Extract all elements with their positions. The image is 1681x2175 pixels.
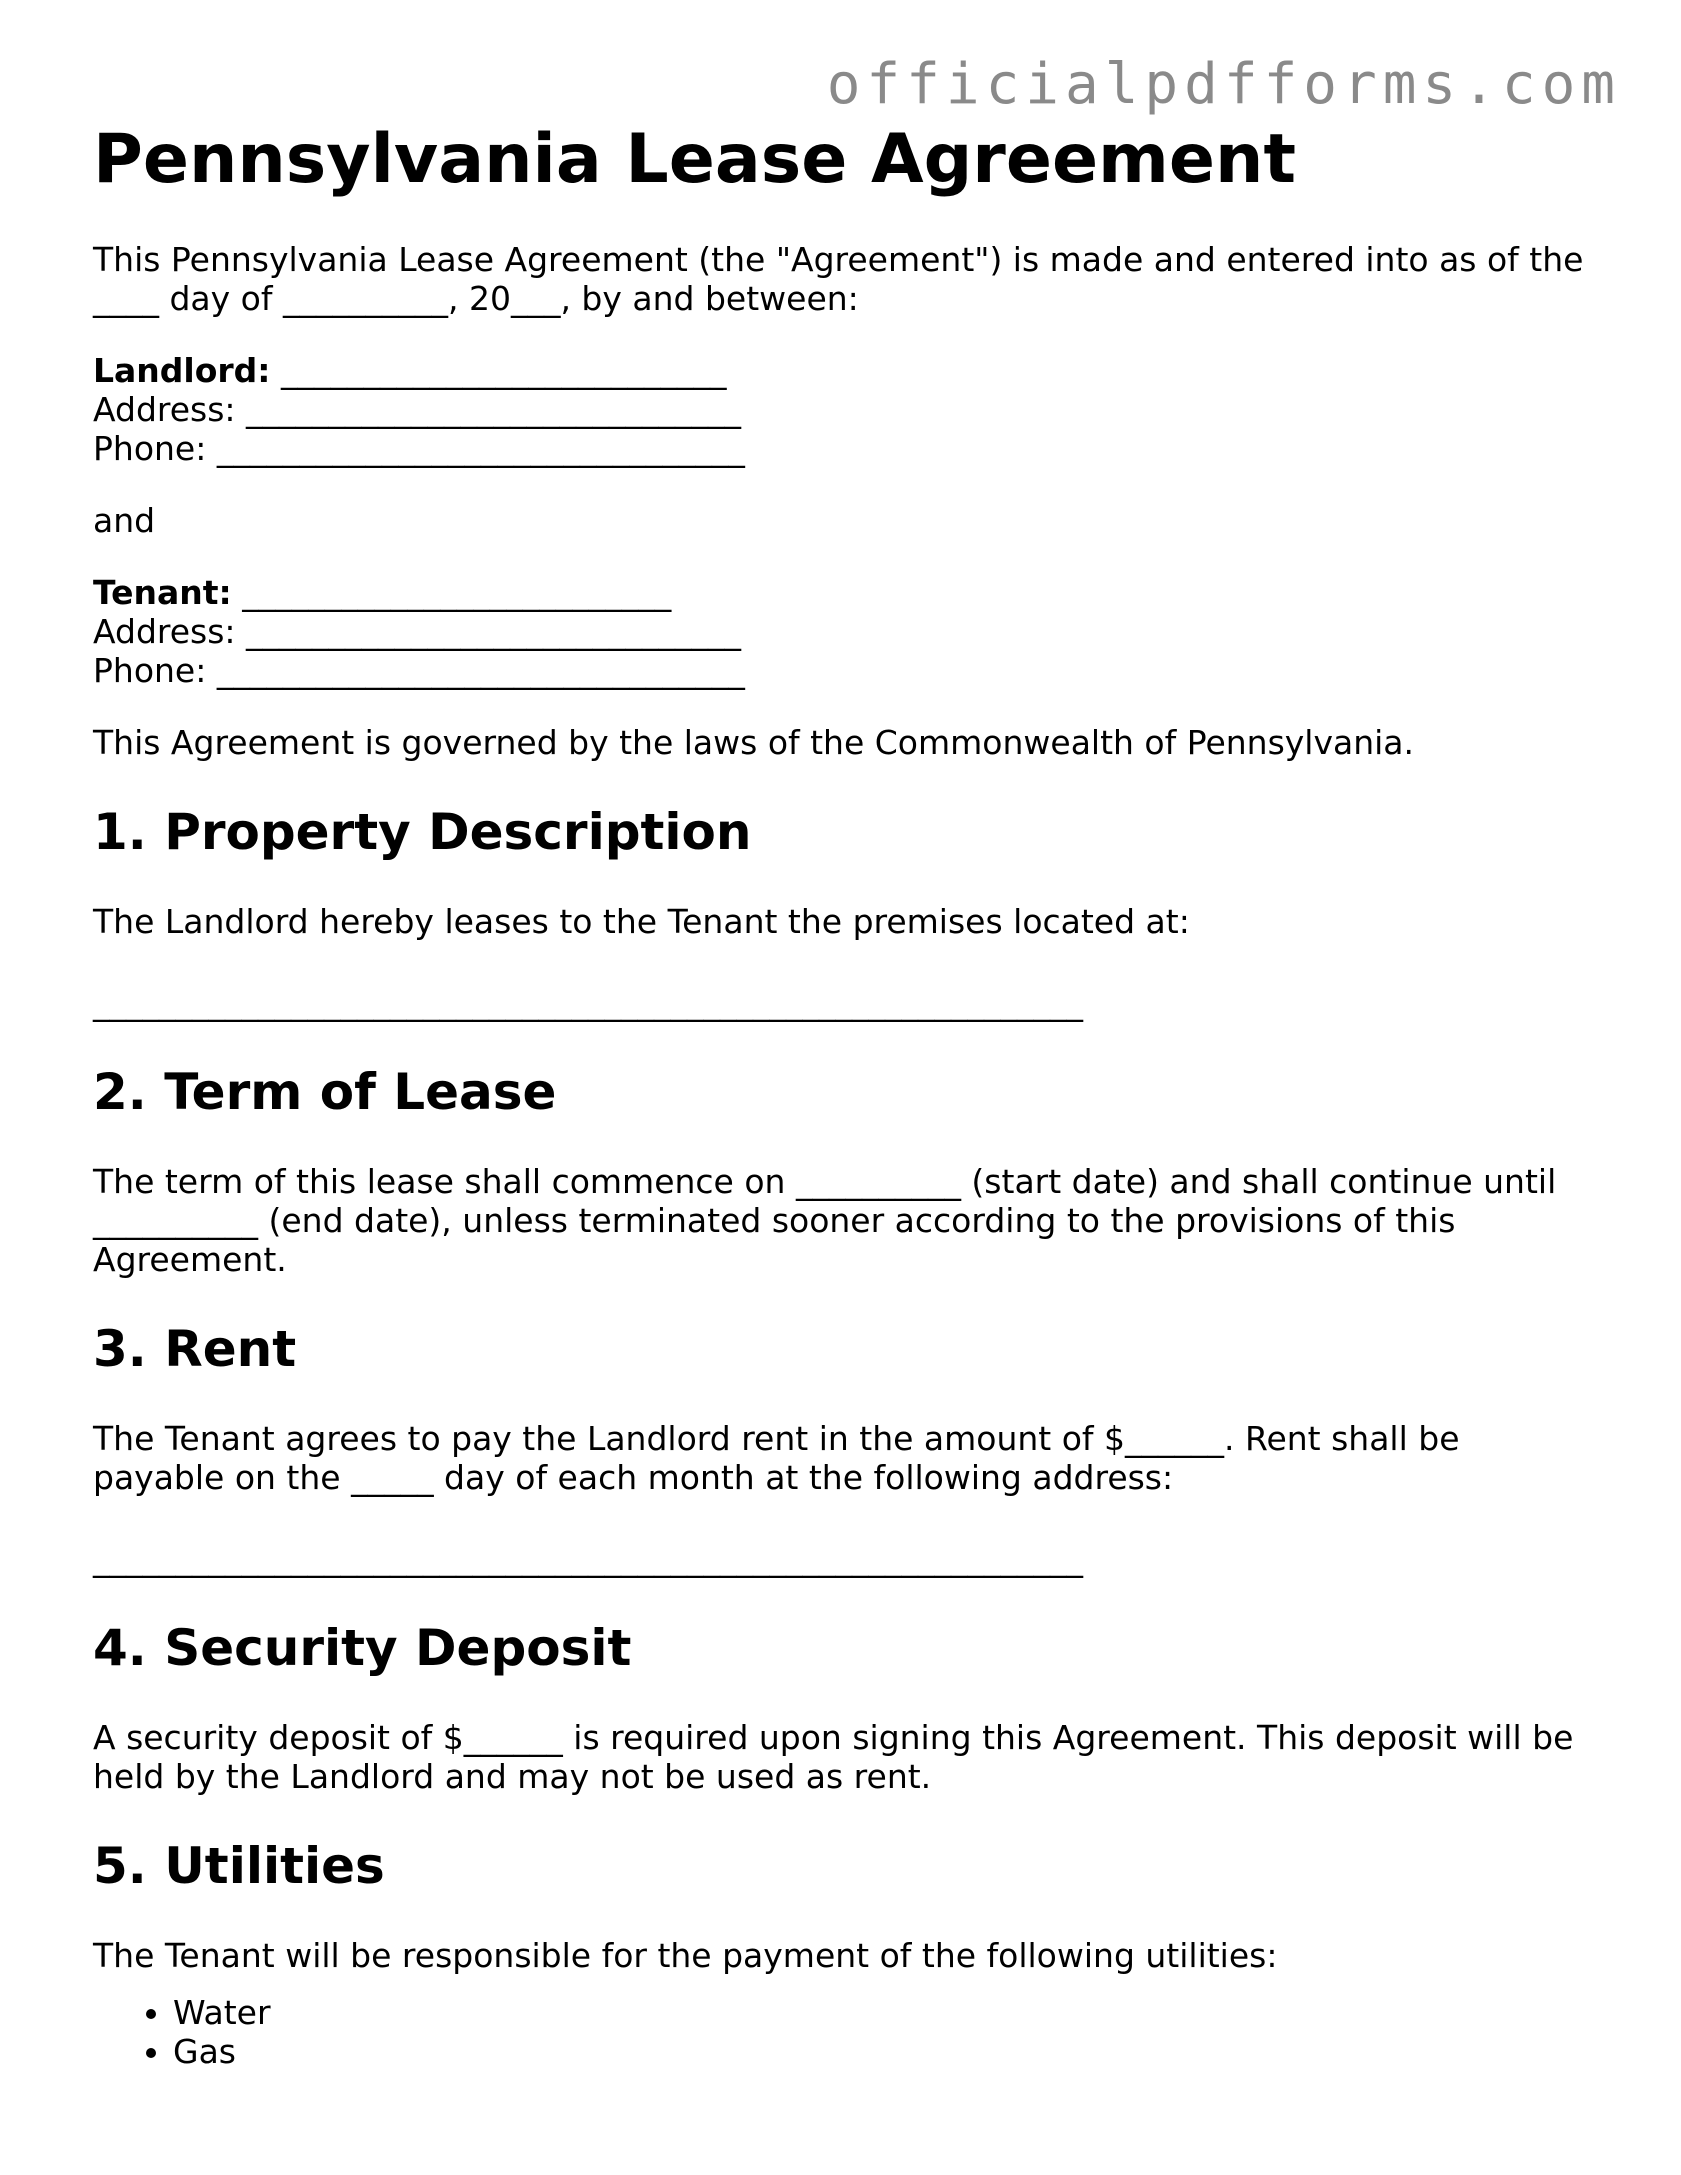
term-paragraph bbox=[93, 1162, 1593, 1279]
property-text: The Landlord hereby leases to the Tenant the premises located at: bbox=[93, 902, 1190, 941]
tenant-address: Address: ______________________________ bbox=[93, 612, 742, 651]
rent-line-2: payable on the _____ day of each month at the following address: bbox=[93, 1458, 1174, 1497]
section-heading-property: 1. Property Description bbox=[93, 803, 752, 861]
section-heading-term: 2. Term of Lease bbox=[93, 1063, 557, 1121]
tenant-block bbox=[93, 573, 1593, 690]
landlord-address: Address: ______________________________ bbox=[93, 390, 742, 429]
tenant-phone: Phone: ________________________________ bbox=[93, 651, 745, 690]
intro-line-1: This Pennsylvania Lease Agreement (the "Agreement") is made and entered into as of the bbox=[93, 240, 1584, 279]
term-line-3: Agreement. bbox=[93, 1240, 287, 1279]
list-item: • Water bbox=[173, 1993, 1593, 2032]
list-item: • Gas bbox=[173, 2032, 1593, 2071]
term-line-1: The term of this lease shall commence on __________ (start date) and shall continue until bbox=[93, 1162, 1557, 1201]
deposit-line-2: held by the Landlord and may not be used as rent. bbox=[93, 1757, 932, 1796]
utilities-list bbox=[93, 1993, 1593, 2071]
landlord-label: Landlord: bbox=[93, 351, 271, 390]
section-heading-deposit: 4. Security Deposit bbox=[93, 1619, 632, 1677]
watermark: officialpdfforms.com bbox=[826, 52, 1621, 117]
section-heading-rent: 3. Rent bbox=[93, 1320, 297, 1378]
utilities-text: The Tenant will be responsible for the payment of the following utilities: bbox=[93, 1936, 1278, 1975]
section-heading-utilities: 5. Utilities bbox=[93, 1837, 385, 1895]
rent-paragraph bbox=[93, 1419, 1593, 1497]
term-line-2: __________ (end date), unless terminated sooner according to the provisions of this bbox=[93, 1201, 1456, 1240]
landlord-name-row bbox=[93, 351, 1593, 390]
tenant-label: Tenant: bbox=[93, 573, 232, 612]
deposit-paragraph bbox=[93, 1718, 1593, 1796]
tenant-name-row bbox=[93, 573, 1593, 612]
landlord-name-blank: ___________________________ bbox=[270, 351, 727, 390]
document-page bbox=[93, 120, 1593, 2071]
rent-line-1: The Tenant agrees to pay the Landlord rent in the amount of $______. Rent shall be bbox=[93, 1419, 1460, 1458]
tenant-name-blank: __________________________ bbox=[231, 573, 672, 612]
property-address-blank: ____________________________________________________________ bbox=[93, 983, 1083, 1022]
intro-line-2: ____ day of __________, 20___, by and between: bbox=[93, 279, 859, 318]
intro-paragraph bbox=[93, 240, 1593, 318]
document-title: Pennsylvania Lease Agreement bbox=[93, 120, 1296, 199]
governing-law-text: This Agreement is governed by the laws of the Commonwealth of Pennsylvania. bbox=[93, 723, 1415, 762]
deposit-line-1: A security deposit of $______ is required upon signing this Agreement. This deposit will be bbox=[93, 1718, 1574, 1757]
landlord-phone: Phone: ________________________________ bbox=[93, 429, 745, 468]
landlord-block bbox=[93, 351, 1593, 468]
rent-address-blank: ____________________________________________________________ bbox=[93, 1539, 1083, 1578]
and-text: and bbox=[93, 501, 156, 540]
